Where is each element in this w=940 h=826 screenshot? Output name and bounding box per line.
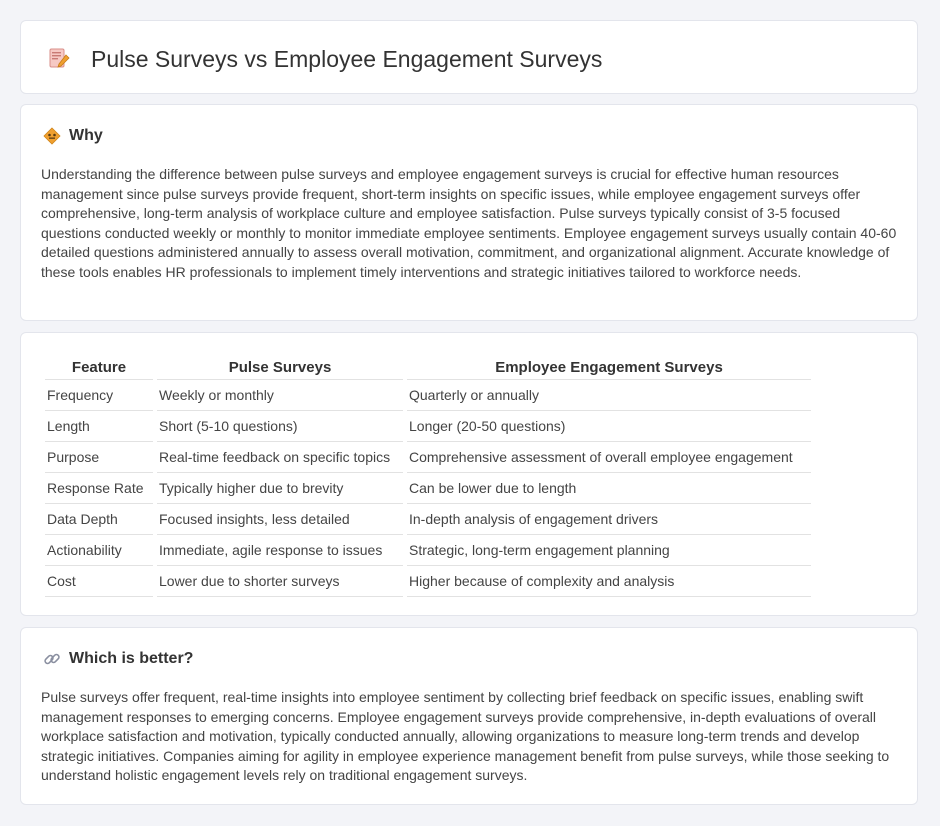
comparison-section: [20, 332, 918, 616]
document-pencil-icon: [47, 46, 71, 72]
pulse-cell: Typically higher due to brevity: [157, 473, 403, 504]
pulse-cell: Immediate, agile response to issues: [157, 535, 403, 566]
table-row: [45, 566, 811, 597]
which-is-better-section: [20, 627, 918, 805]
pulse-cell: Real-time feedback on specific topics: [157, 442, 403, 473]
table-row: [45, 442, 811, 473]
header-pulse-surveys: Pulse Surveys: [157, 355, 403, 380]
table-row: [45, 504, 811, 535]
better-heading-row: [43, 650, 193, 668]
table-row: [45, 411, 811, 442]
engagement-cell: Higher because of complexity and analysis: [407, 566, 811, 597]
comparison-table: [41, 355, 815, 597]
why-paragraph: Understanding the difference between pulse surveys and employee engagement surveys is crucial for effective human resources management since pulse surveys provide frequent, short-term insights on specific issues, while employee engagement surveys offer comprehensive, long-term analysis of workplace culture and employee satisfaction. Pulse surveys typically consist of 3-5 focused questions conducted weekly or monthly to monitor immediate employee sentiments. Employee engagement surveys usually contain 40-60 detailed questions administered annually to assess overall motivation, commitment, and organizational alignment. Accurate knowledge of these tools enables HR professionals to implement timely interventions and strategic initiatives tailored to workforce needs.: [41, 166, 897, 280]
link-icon: [43, 650, 61, 668]
engagement-cell: In-depth analysis of engagement drivers: [407, 504, 811, 535]
pulse-cell: Weekly or monthly: [157, 380, 403, 411]
header-engagement-surveys: Employee Engagement Surveys: [407, 355, 811, 380]
feature-cell: Cost: [45, 566, 153, 597]
feature-cell: Response Rate: [45, 473, 153, 504]
table-row: [45, 380, 811, 411]
why-heading: Why: [69, 127, 103, 144]
why-heading-row: [43, 127, 103, 145]
pulse-cell: Short (5-10 questions): [157, 411, 403, 442]
feature-cell: Actionability: [45, 535, 153, 566]
pulse-cell: Lower due to shorter surveys: [157, 566, 403, 597]
warning-diamond-icon: [43, 127, 61, 145]
engagement-cell: Quarterly or annually: [407, 380, 811, 411]
engagement-cell: Comprehensive assessment of overall employee engagement: [407, 442, 811, 473]
engagement-cell: Longer (20-50 questions): [407, 411, 811, 442]
feature-cell: Frequency: [45, 380, 153, 411]
engagement-cell: Strategic, long-term engagement planning: [407, 535, 811, 566]
feature-cell: Length: [45, 411, 153, 442]
table-row: [45, 473, 811, 504]
feature-cell: Purpose: [45, 442, 153, 473]
page-title: Pulse Surveys vs Employee Engagement Surveys: [91, 46, 603, 72]
why-section: [20, 104, 918, 321]
header-feature: Feature: [45, 355, 153, 380]
feature-cell: Data Depth: [45, 504, 153, 535]
better-paragraph: Pulse surveys offer frequent, real-time insights into employee sentiment by collecting brief feedback on specific issues, enabling swift management responses to emerging concerns. Employee engagement surveys provide comprehensive, in-depth evaluations of overall workplace satisfaction and motivation, typically conducted annually, allowing organizations to measure long-term trends and develop strategic initiatives. Companies aiming for agility in employee experience management benefit from pulse surveys, while those seeking to understand holistic engagement levels rely on traditional engagement surveys.: [41, 689, 890, 784]
title-row: [47, 45, 602, 73]
table-header-row: [45, 355, 811, 380]
table-row: [45, 535, 811, 566]
better-heading: Which is better?: [69, 650, 194, 667]
title-card: [20, 20, 918, 94]
engagement-cell: Can be lower due to length: [407, 473, 811, 504]
pulse-cell: Focused insights, less detailed: [157, 504, 403, 535]
